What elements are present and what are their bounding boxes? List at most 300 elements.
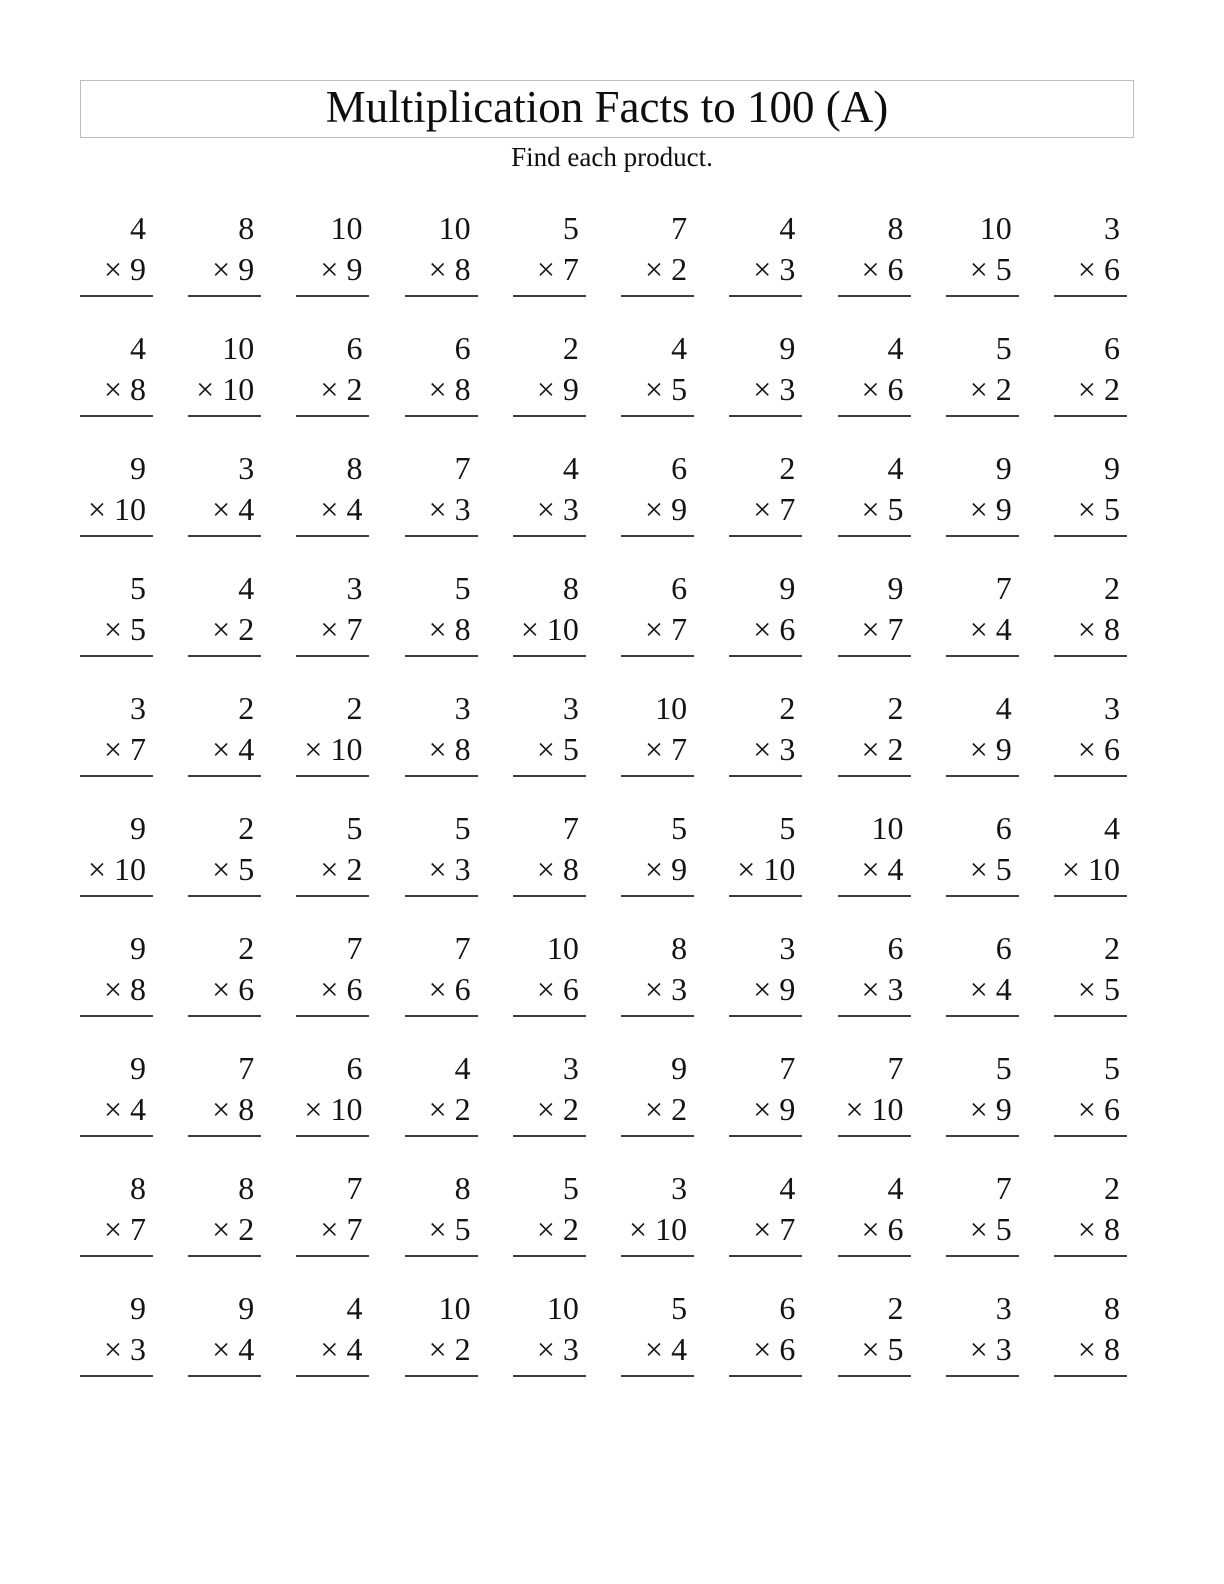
multiplication-problem: [80, 208, 153, 297]
multiplicand: 6: [779, 1290, 796, 1326]
multiplication-problem: [838, 1168, 911, 1257]
multiplicand: 9: [130, 810, 146, 846]
multiplication-problem: [621, 328, 694, 417]
multiplier-line: × 5: [969, 851, 1012, 887]
multiplicand: 7: [779, 1050, 796, 1086]
multiplication-problem: [188, 328, 261, 417]
multiplicand: 3: [562, 690, 579, 726]
multiplication-problem: [80, 808, 153, 897]
multiplication-problem: [513, 568, 586, 657]
multiplication-problem: [621, 1288, 694, 1377]
multiplier-line: × 4: [861, 851, 904, 887]
multiplier-line: × 5: [1077, 971, 1120, 1007]
multiplier-line: × 8: [1077, 1331, 1120, 1367]
multiplier-line: × 7: [645, 731, 688, 767]
multiplication-problem: [621, 208, 694, 297]
multiplication-problem: [188, 928, 261, 1017]
multiplicand: 5: [562, 210, 579, 246]
multiplier-line: × 9: [103, 251, 146, 287]
problems-grid: [80, 208, 1127, 1408]
multiplicand: 2: [238, 810, 255, 846]
multiplier-line: × 2: [536, 1091, 579, 1127]
multiplicand: 3: [130, 690, 146, 726]
multiplicand: 8: [887, 210, 904, 246]
multiplicand: 3: [1103, 210, 1120, 246]
multiplication-problem: [513, 208, 586, 297]
multiplication-problem: [296, 208, 369, 297]
multiplication-problem: [838, 448, 911, 537]
multiplier-line: × 4: [320, 1331, 363, 1367]
multiplicand: 7: [887, 1050, 904, 1086]
multiplicand: 9: [995, 450, 1012, 486]
multiplier-line: × 6: [753, 1331, 796, 1367]
multiplication-problem: [729, 1288, 802, 1377]
multiplicand: 8: [238, 1170, 255, 1206]
multiplier-line: × 6: [861, 371, 904, 407]
multiplier-line: × 4: [320, 491, 363, 527]
multiplication-problem: [80, 1288, 153, 1377]
multiplication-problem: [405, 568, 478, 657]
multiplier-line: × 5: [1077, 491, 1120, 527]
multiplier-line: × 8: [103, 371, 146, 407]
multiplier-line: × 5: [428, 1211, 471, 1247]
multiplication-problem: [621, 448, 694, 537]
multiplier-line: × 4: [212, 731, 255, 767]
multiplication-problem: [405, 808, 478, 897]
multiplier-line: × 3: [428, 851, 471, 887]
multiplicand: 6: [995, 930, 1012, 966]
multiplicand: 7: [454, 450, 471, 486]
multiplier-line: × 7: [753, 491, 796, 527]
multiplier-line: × 9: [212, 251, 255, 287]
multiplicand: 2: [1103, 930, 1120, 966]
multiplier-line: × 2: [212, 611, 255, 647]
multiplication-problem: [838, 808, 911, 897]
multiplier-line: × 3: [536, 1331, 579, 1367]
multiplier-line: × 2: [212, 1211, 255, 1247]
multiplication-problem: [1054, 1168, 1127, 1257]
multiplier-line: × 2: [320, 851, 363, 887]
multiplicand: 7: [671, 210, 688, 246]
multiplication-problem: [729, 568, 802, 657]
multiplication-problem: [513, 1048, 586, 1137]
multiplicand: 10: [222, 330, 255, 366]
multiplicand: 6: [346, 1050, 363, 1086]
multiplier-line: × 8: [212, 1091, 255, 1127]
multiplication-problem: [838, 328, 911, 417]
multiplication-problem: [621, 1168, 694, 1257]
multiplicand: 8: [671, 930, 688, 966]
multiplication-problem: [188, 808, 261, 897]
multiplication-problem: [1054, 808, 1127, 897]
multiplication-problem: [80, 928, 153, 1017]
multiplicand: 9: [130, 450, 146, 486]
multiplier-line: × 3: [861, 971, 904, 1007]
multiplication-problem: [1054, 688, 1127, 777]
multiplicand: 5: [995, 1050, 1012, 1086]
multiplier-line: × 7: [320, 611, 363, 647]
multiplier-line: × 9: [969, 1091, 1012, 1127]
multiplication-problem: [946, 1048, 1019, 1137]
multiplication-problem: [80, 328, 153, 417]
multiplicand: 7: [346, 930, 363, 966]
multiplication-problem: [405, 1168, 478, 1257]
multiplicand: 2: [779, 690, 796, 726]
multiplier-line: × 5: [103, 611, 146, 647]
multiplication-problem: [188, 568, 261, 657]
multiplicand: 2: [1103, 570, 1120, 606]
multiplicand: 8: [1103, 1290, 1120, 1326]
multiplicand: 4: [454, 1050, 471, 1086]
multiplication-problem: [405, 1048, 478, 1137]
multiplicand: 6: [887, 930, 904, 966]
multiplicand: 6: [346, 330, 363, 366]
multiplier-line: × 6: [212, 971, 255, 1007]
multiplier-line: × 4: [212, 491, 255, 527]
multiplier-line: × 4: [969, 971, 1012, 1007]
multiplier-line: × 7: [536, 251, 579, 287]
multiplier-line: × 9: [320, 251, 363, 287]
multiplier-line: × 10: [737, 851, 796, 887]
multiplier-line: × 6: [320, 971, 363, 1007]
multiplier-line: × 5: [645, 371, 688, 407]
multiplication-problem: [1054, 1288, 1127, 1377]
multiplier-line: × 2: [645, 1091, 688, 1127]
multiplicand: 9: [671, 1050, 688, 1086]
multiplicand: 9: [130, 1290, 146, 1326]
multiplication-problem: [513, 328, 586, 417]
multiplicand: 10: [655, 690, 688, 726]
multiplier-line: × 4: [645, 1331, 688, 1367]
multiplicand: 3: [562, 1050, 579, 1086]
multiplier-line: × 10: [87, 851, 146, 887]
multiplicand: 2: [346, 690, 363, 726]
multiplicand: 8: [454, 1170, 471, 1206]
multiplicand: 10: [438, 210, 471, 246]
multiplication-problem: [405, 328, 478, 417]
page-title: Multiplication Facts to 100 (A): [325, 81, 889, 132]
multiplier-line: × 6: [1077, 731, 1120, 767]
multiplicand: 2: [238, 690, 255, 726]
multiplier-line: × 2: [536, 1211, 579, 1247]
multiplication-problem: [1054, 928, 1127, 1017]
multiplier-line: × 10: [87, 491, 146, 527]
multiplication-problem: [946, 1288, 1019, 1377]
multiplication-problem: [405, 448, 478, 537]
multiplier-line: × 10: [304, 731, 363, 767]
multiplicand: 5: [995, 330, 1012, 366]
multiplier-line: × 9: [536, 371, 579, 407]
multiplication-problem: [838, 208, 911, 297]
multiplier-line: × 6: [861, 251, 904, 287]
multiplier-line: × 9: [753, 1091, 796, 1127]
multiplicand: 4: [130, 210, 146, 246]
instructions-text: Find each product.: [511, 142, 713, 172]
multiplier-line: × 4: [103, 1091, 146, 1127]
multiplication-problem: [296, 1288, 369, 1377]
multiplicand: 5: [454, 810, 471, 846]
multiplier-line: × 2: [969, 371, 1012, 407]
multiplier-line: × 6: [428, 971, 471, 1007]
multiplication-problem: [80, 568, 153, 657]
title-box: [80, 80, 1134, 138]
multiplicand: 4: [671, 330, 688, 366]
multiplier-line: × 8: [428, 371, 471, 407]
multiplicand: 3: [995, 1290, 1012, 1326]
multiplicand: 6: [995, 810, 1012, 846]
multiplication-problem: [405, 208, 478, 297]
multiplication-problem: [946, 448, 1019, 537]
multiplication-problem: [188, 1048, 261, 1137]
multiplication-problem: [838, 1288, 911, 1377]
multiplier-line: × 6: [1077, 1091, 1120, 1127]
multiplicand: 3: [779, 930, 796, 966]
multiplier-line: × 2: [428, 1091, 471, 1127]
multiplier-line: × 8: [428, 611, 471, 647]
multiplicand: 3: [346, 570, 363, 606]
multiplication-problem: [80, 688, 153, 777]
multiplier-line: × 3: [753, 731, 796, 767]
multiplication-problem: [1054, 1048, 1127, 1137]
multiplier-line: × 10: [196, 371, 255, 407]
multiplicand: 9: [779, 330, 796, 366]
multiplicand: 8: [130, 1170, 146, 1206]
multiplicand: 2: [1103, 1170, 1120, 1206]
multiplier-line: × 10: [304, 1091, 363, 1127]
multiplication-problem: [80, 448, 153, 537]
multiplier-line: × 3: [428, 491, 471, 527]
multiplicand: 4: [562, 450, 579, 486]
multiplicand: 5: [779, 810, 796, 846]
multiplicand: 6: [671, 570, 688, 606]
multiplication-problem: [729, 208, 802, 297]
multiplier-line: × 3: [536, 491, 579, 527]
multiplication-problem: [296, 808, 369, 897]
multiplier-line: × 8: [536, 851, 579, 887]
multiplier-line: × 6: [861, 1211, 904, 1247]
multiplicand: 7: [238, 1050, 255, 1086]
multiplication-problem: [513, 1168, 586, 1257]
multiplication-problem: [296, 448, 369, 537]
multiplier-line: × 2: [645, 251, 688, 287]
multiplier-line: × 2: [1077, 371, 1120, 407]
multiplicand: 4: [346, 1290, 363, 1326]
multiplication-problem: [513, 808, 586, 897]
multiplier-line: × 7: [103, 1211, 146, 1247]
multiplicand: 4: [887, 1170, 904, 1206]
multiplicand: 6: [671, 450, 688, 486]
multiplicand: 5: [454, 570, 471, 606]
multiplication-problem: [729, 1168, 802, 1257]
multiplication-problem: [405, 1288, 478, 1377]
multiplication-problem: [946, 328, 1019, 417]
multiplier-line: × 5: [969, 1211, 1012, 1247]
multiplication-problem: [946, 208, 1019, 297]
multiplicand: 4: [1103, 810, 1120, 846]
multiplicand: 2: [887, 1290, 904, 1326]
multiplier-line: × 3: [969, 1331, 1012, 1367]
multiplier-line: × 6: [1077, 251, 1120, 287]
multiplier-line: × 2: [428, 1331, 471, 1367]
multiplication-problem: [296, 1048, 369, 1137]
multiplicand: 10: [979, 210, 1012, 246]
multiplication-problem: [946, 808, 1019, 897]
multiplier-line: × 8: [428, 251, 471, 287]
multiplier-line: × 6: [753, 611, 796, 647]
multiplication-problem: [296, 928, 369, 1017]
multiplication-problem: [946, 928, 1019, 1017]
multiplication-problem: [188, 208, 261, 297]
multiplicand: 9: [130, 930, 146, 966]
multiplication-problem: [838, 688, 911, 777]
multiplicand: 4: [779, 210, 796, 246]
multiplicand: 5: [671, 1290, 688, 1326]
multiplicand: 4: [887, 330, 904, 366]
multiplicand: 7: [995, 570, 1012, 606]
multiplication-problem: [80, 1168, 153, 1257]
multiplier-line: × 5: [861, 491, 904, 527]
multiplicand: 8: [346, 450, 363, 486]
multiplication-problem: [946, 568, 1019, 657]
multiplicand: 3: [454, 690, 471, 726]
multiplicand: 2: [779, 450, 796, 486]
multiplier-line: × 6: [536, 971, 579, 1007]
multiplier-line: × 10: [1061, 851, 1120, 887]
multiplication-problem: [188, 1168, 261, 1257]
multiplicand: 5: [130, 570, 146, 606]
multiplier-line: × 9: [969, 491, 1012, 527]
multiplication-problem: [621, 688, 694, 777]
multiplication-problem: [838, 568, 911, 657]
multiplicand: 4: [995, 690, 1012, 726]
multiplication-problem: [513, 448, 586, 537]
multiplication-problem: [729, 928, 802, 1017]
multiplicand: 10: [871, 810, 904, 846]
multiplicand: 9: [887, 570, 904, 606]
multiplicand: 10: [546, 1290, 579, 1326]
multiplier-line: × 2: [861, 731, 904, 767]
multiplicand: 5: [562, 1170, 579, 1206]
multiplicand: 4: [779, 1170, 796, 1206]
multiplicand: 9: [130, 1050, 146, 1086]
multiplier-line: × 8: [1077, 1211, 1120, 1247]
multiplication-problem: [296, 688, 369, 777]
multiplier-line: × 3: [753, 371, 796, 407]
multiplicand: 2: [238, 930, 255, 966]
multiplier-line: × 3: [645, 971, 688, 1007]
multiplicand: 10: [438, 1290, 471, 1326]
multiplicand: 7: [562, 810, 579, 846]
multiplicand: 3: [238, 450, 255, 486]
multiplication-problem: [729, 328, 802, 417]
multiplication-problem: [513, 928, 586, 1017]
multiplicand: 6: [1103, 330, 1120, 366]
multiplier-line: × 3: [753, 251, 796, 287]
multiplier-line: × 9: [645, 851, 688, 887]
multiplication-problem: [946, 688, 1019, 777]
multiplicand: 9: [238, 1290, 255, 1326]
multiplication-problem: [729, 448, 802, 537]
multiplication-problem: [1054, 448, 1127, 537]
multiplier-line: × 4: [969, 611, 1012, 647]
multiplicand: 4: [887, 450, 904, 486]
multiplicand: 3: [1103, 690, 1120, 726]
multiplier-line: × 7: [861, 611, 904, 647]
multiplier-line: × 10: [845, 1091, 904, 1127]
multiplication-problem: [729, 1048, 802, 1137]
multiplicand: 10: [330, 210, 363, 246]
multiplication-problem: [513, 1288, 586, 1377]
multiplication-problem: [80, 1048, 153, 1137]
multiplicand: 9: [1103, 450, 1120, 486]
multiplier-line: × 8: [428, 731, 471, 767]
multiplication-problem: [729, 688, 802, 777]
multiplier-line: × 10: [629, 1211, 688, 1247]
multiplication-problem: [838, 1048, 911, 1137]
multiplier-line: × 3: [103, 1331, 146, 1367]
multiplicand: 4: [130, 330, 146, 366]
multiplication-problem: [405, 688, 478, 777]
multiplicand: 7: [454, 930, 471, 966]
multiplication-problem: [621, 1048, 694, 1137]
multiplication-problem: [296, 328, 369, 417]
multiplicand: 9: [779, 570, 796, 606]
multiplier-line: × 5: [969, 251, 1012, 287]
multiplicand: 7: [346, 1170, 363, 1206]
multiplicand: 5: [346, 810, 363, 846]
multiplication-problem: [729, 808, 802, 897]
multiplier-line: × 4: [212, 1331, 255, 1367]
multiplier-line: × 8: [1077, 611, 1120, 647]
multiplication-problem: [946, 1168, 1019, 1257]
multiplier-line: × 7: [753, 1211, 796, 1247]
multiplication-problem: [513, 688, 586, 777]
multiplication-problem: [188, 448, 261, 537]
multiplication-problem: [296, 1168, 369, 1257]
multiplication-problem: [296, 568, 369, 657]
multiplier-line: × 9: [645, 491, 688, 527]
multiplier-line: × 9: [753, 971, 796, 1007]
multiplicand: 6: [454, 330, 471, 366]
multiplicand: 4: [238, 570, 255, 606]
multiplicand: 8: [238, 210, 255, 246]
multiplier-line: × 7: [103, 731, 146, 767]
multiplication-problem: [1054, 208, 1127, 297]
multiplication-problem: [621, 928, 694, 1017]
multiplier-line: × 5: [212, 851, 255, 887]
multiplier-line: × 5: [861, 1331, 904, 1367]
multiplier-line: × 8: [103, 971, 146, 1007]
multiplicand: 5: [1103, 1050, 1120, 1086]
multiplication-problem: [621, 568, 694, 657]
multiplication-problem: [188, 688, 261, 777]
multiplier-line: × 7: [320, 1211, 363, 1247]
multiplier-line: × 7: [645, 611, 688, 647]
multiplication-problem: [621, 808, 694, 897]
multiplicand: 5: [671, 810, 688, 846]
multiplicand: 2: [887, 690, 904, 726]
multiplier-line: × 10: [520, 611, 579, 647]
multiplication-problem: [1054, 328, 1127, 417]
multiplicand: 8: [562, 570, 579, 606]
multiplicand: 10: [546, 930, 579, 966]
multiplier-line: × 2: [320, 371, 363, 407]
multiplicand: 2: [562, 330, 579, 366]
multiplier-line: × 9: [969, 731, 1012, 767]
multiplier-line: × 5: [536, 731, 579, 767]
multiplicand: 3: [671, 1170, 688, 1206]
multiplication-problem: [405, 928, 478, 1017]
